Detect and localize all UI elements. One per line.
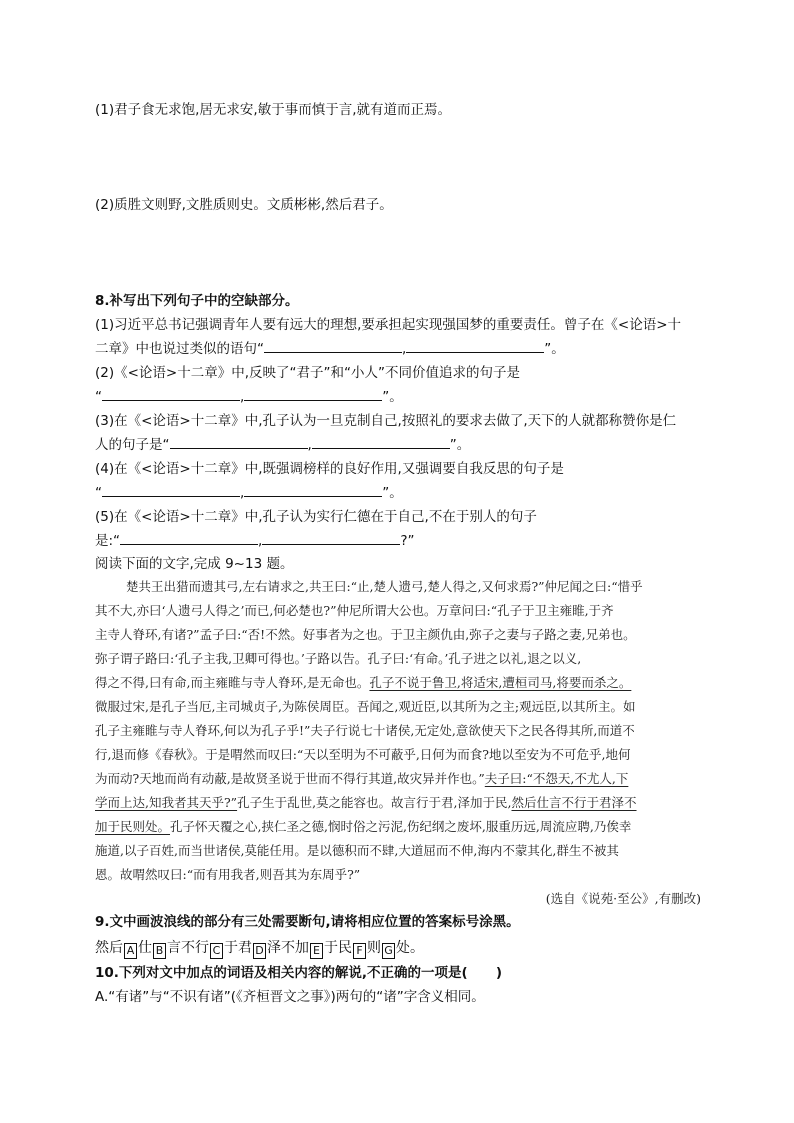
comma: , (307, 437, 312, 453)
option-b-box[interactable]: B (153, 943, 166, 959)
comma: , (258, 533, 263, 549)
open-quote: “ (95, 485, 102, 501)
wavy-line-segment: 加于民则处。 (95, 819, 171, 834)
underlined-sentence: 孔子不说于鲁卫,将适宋,遭桓司马,将要而杀之。 (369, 675, 632, 690)
q8-item-1-prefix: 二章》中也说过类似的语句“ (95, 341, 264, 357)
open-quote: “ (95, 389, 102, 405)
passage-text: 孔子生于乱世,莫之能容也。故言行于君,泽加于民, (237, 795, 512, 810)
passage-line (95, 794, 637, 812)
source-citation: (选自《说苑·至公》,有删改) (545, 891, 701, 906)
blank-input[interactable] (312, 436, 450, 449)
option-f-box[interactable]: F (353, 943, 366, 959)
option-c-box[interactable]: C (210, 943, 223, 959)
passage-line: 行,退而修《春秋》。于是喟然而叹曰:“天以至明为不可蔽乎,日何为而食?地以至安为不可危乎,地何 (95, 747, 631, 762)
wavy-line-segment: 然后仕言不行于君泽不 (511, 795, 637, 810)
passage-line: 弥子谓子路曰:‘孔子主我,卫卿可得也。’子路以告。孔子曰:‘有命。’孔子进之以礼,退之以义, (95, 651, 582, 666)
q10-title (95, 964, 502, 982)
comma: , (402, 341, 407, 357)
option-g-box[interactable]: G (382, 943, 395, 959)
close-quote: ”。 (449, 437, 471, 453)
passage-line (95, 770, 628, 788)
passage-line: 恩。故喟然叹曰:“而有用我者,则吾其为东周乎?” (95, 867, 361, 882)
option-e-box[interactable]: E (310, 943, 323, 959)
option-d-box[interactable]: D (253, 943, 266, 959)
q10-option-a: A.“有诸”与“不识有诸”(《齐桓晋文之事》)两句的“诸”字含义相同。 (95, 989, 485, 1005)
blank-input[interactable] (244, 484, 382, 497)
blank-input[interactable] (406, 340, 544, 353)
close-quote: ”。 (382, 485, 403, 501)
passage-line: 孔子主雍睢与寺人脊环,何以为孔子乎!”夫子行说七十诸侯,无定处,意欲使天下之民各得其所,而道不 (95, 723, 635, 738)
blank-input[interactable] (120, 532, 258, 545)
blank-input[interactable] (244, 388, 382, 401)
q9-text: 则 (367, 940, 381, 956)
q8-item-3-line-2 (95, 436, 470, 454)
reading-intro: 阅读下面的文字,完成 9~13 题。 (95, 556, 294, 572)
q8-item-1-line-1: (1)习近平总书记强调青年人要有远大的理想,要承担起实现强国梦的重要责任。曾子在《<论语>十 (95, 317, 682, 333)
underlined-sentence: 学而上达,知我者其天乎?” (95, 795, 238, 810)
q9-text: 泽不加 (267, 940, 309, 956)
blank-input[interactable] (262, 532, 400, 545)
q9-title: 9.文中画波浪线的部分有三处需要断句,请将相应位置的答案标号涂黑。 (95, 914, 520, 930)
q8-item-4-line-2 (95, 484, 403, 502)
passage-text: 得之不得,曰有命,而主雍睢与寺人脊环,是无命也。 (95, 675, 370, 690)
q8-item-5-prefix: 是:“ (95, 533, 121, 549)
close-quote: ”。 (382, 389, 403, 405)
passage-line: 微服过宋,是孔子当厄,主司城贞子,为陈侯周臣。吾闻之,观近臣,以其所为之主;观远臣,以其所主。如 (95, 699, 636, 714)
passage-line: 施道,以子百姓,而当世诸侯,莫能任用。是以德积而不肆,大道屈而不伸,海内不蒙其化,群生不被其 (95, 843, 619, 858)
q8-item-3-prefix: 人的句子是“ (95, 437, 170, 453)
q9-options (95, 939, 424, 959)
q8-item-3-line-1: (3)在《<论语>十二章》中,孔子认为一旦克制自己,按照礼的要求去做了,天下的人就都称赞你是仁 (95, 413, 677, 429)
q10-title-text: 10.下列对文中加点的词语及相关内容的解说,不正确的一项是( (95, 965, 468, 981)
blank-input[interactable] (102, 484, 240, 497)
q7-sentence-2: (2)质胜文则野,文胜质则史。文质彬彬,然后君子。 (95, 197, 393, 213)
q9-text: 于君 (224, 940, 252, 956)
comma: , (240, 485, 245, 501)
end-mark: ?” (400, 533, 415, 549)
passage-line: 主寺人脊环,有诸?”孟子曰:“否!不然。好事者为之也。于卫主颜仇由,弥子之妻与子路之妻,兄弟也。 (95, 627, 636, 642)
option-a-box[interactable]: A (124, 943, 137, 959)
q8-item-5-line-2 (95, 532, 415, 550)
passage-line: 其不大,亦曰‘人遗弓人得之’而已,何必楚也?”仲尼所谓大公也。万章问曰:“孔子于卫主雍睢,于齐 (95, 603, 614, 618)
q8-title: 8.补写出下列句子中的空缺部分。 (95, 293, 299, 309)
q9-text: 仕 (138, 940, 152, 956)
q7-sentence-1: (1)君子食无求饱,居无求安,敏于事而慎于言,就有道而正焉。 (95, 102, 451, 118)
q8-item-2-line-1: (2)《<论语>十二章》中,反映了“君子”和“小人”不同价值追求的句子是 (95, 365, 521, 381)
q8-item-5-line-1: (5)在《<论语>十二章》中,孔子认为实行仁德在于自己,不在于别人的句子 (95, 509, 537, 525)
underlined-sentence: 夫子曰:“不怨天,不尤人,下 (484, 771, 629, 786)
q8-item-4-line-1: (4)在《<论语>十二章》中,既强调榜样的良好作用,又强调要自我反思的句子是 (95, 461, 564, 477)
q9-text: 然后 (95, 940, 123, 956)
comma: , (240, 389, 245, 405)
passage-text: 为而动?天地而尚有动蔽,是故贤圣说于世而不得行其道,故灾异并作也。” (95, 771, 485, 786)
passage-line (95, 674, 631, 692)
blank-input[interactable] (102, 388, 240, 401)
blank-input[interactable] (264, 340, 402, 353)
q8-item-2-line-2 (95, 388, 403, 406)
blank-input[interactable] (170, 436, 308, 449)
q9-text: 处。 (396, 940, 424, 956)
close-quote: ”。 (544, 341, 565, 357)
q9-text: 言不行 (167, 940, 209, 956)
passage-text: 孔子怀天覆之心,挟仁圣之德,悯时俗之污泥,伤纪纲之废坏,服重历远,周流应聘,乃俟幸 (170, 819, 632, 834)
passage-line: 楚共王出猎而遗其弓,左右请求之,共王曰:“止,楚人遗弓,楚人得之,又何求焉?”仲尼闻之曰:“惜乎 (126, 579, 643, 594)
q8-item-1-line-2 (95, 340, 565, 358)
answer-paren[interactable]: ) (467, 965, 503, 981)
passage-line (95, 818, 631, 836)
q9-text: 于民 (324, 940, 352, 956)
